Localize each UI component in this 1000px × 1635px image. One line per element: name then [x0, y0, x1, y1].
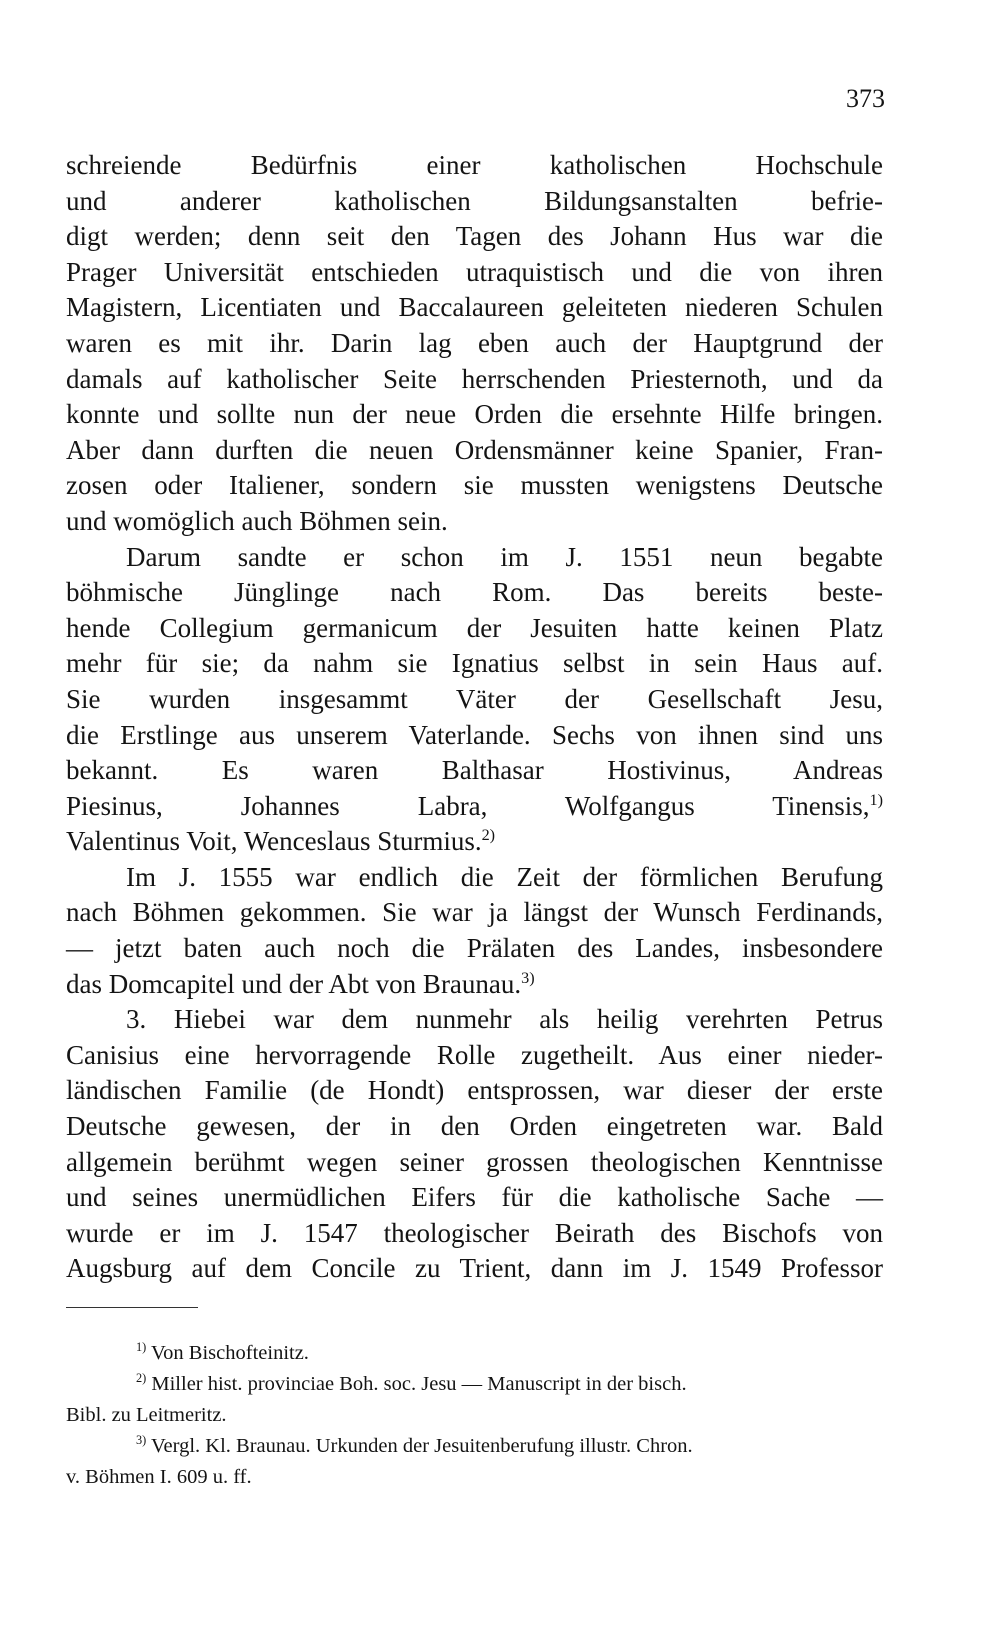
footnote [66, 1369, 883, 1400]
text-line: Aber dann durften die neuen Ordensmänner keine Spanier, Fran- [66, 434, 883, 465]
footnote-text: Vergl. Kl. Braunau. Urkunden der Jesuitenberufung illustr. Chron. [151, 1435, 693, 1457]
text-line-content: Piesinus, Johannes Labra, Wolfgangus Tinensis, [66, 790, 870, 821]
text-line: mehr für sie; da nahm sie Ignatius selbst in sein Haus auf. [66, 648, 883, 679]
text-line: ländischen Familie (de Hondt) entsprossen, war dieser der erste [66, 1075, 883, 1106]
text-line: Augsburg auf dem Concile zu Trient, dann im J. 1549 Professor [66, 1253, 883, 1284]
footnote [66, 1338, 883, 1369]
text-line: und anderer katholischen Bildungsanstalten befrie- [66, 185, 883, 216]
page-number: 373 [846, 84, 885, 113]
text-line [66, 824, 883, 860]
text-line: allgemein berühmt wegen seiner grossen theologischen Kenntnisse [66, 1146, 883, 1177]
text-line [66, 967, 883, 1003]
text-line: waren es mit ihr. Darin lag eben auch der Hauptgrund der [66, 327, 883, 358]
text-line: Deutsche gewesen, der in den Orden eingetreten war. Bald [66, 1111, 883, 1142]
text-line: die Erstlinge aus unserem Vaterlande. Sechs von ihnen sind uns [66, 719, 883, 750]
text-line: Prager Universität entschieden utraquistisch und die von ihren [66, 256, 883, 287]
text-line: und seines unermüdlichen Eifers für die katholische Sache — [66, 1182, 883, 1213]
footnote-divider [66, 1307, 198, 1308]
text-line: zosen oder Italiener, sondern sie mussten wenigstens Deutsche [66, 470, 883, 501]
footnote [66, 1431, 883, 1462]
text-line-content: Valentinus Voit, Wenceslaus Sturmius. [66, 826, 482, 857]
text-line: Canisius eine hervorragende Rolle zugetheilt. Aus einer nieder- [66, 1039, 883, 1070]
text-line: nach Böhmen gekommen. Sie war ja längst der Wunsch Ferdinands, [66, 897, 883, 928]
footnote-text: Miller hist. provinciae Boh. soc. Jesu — Manuscript in der bisch. [151, 1373, 687, 1395]
text-line: Im J. 1555 war endlich die Zeit der förmlichen Berufung [126, 861, 883, 892]
footnote-mark: 1) [136, 1340, 147, 1355]
footnote-ref: 2) [481, 826, 496, 845]
text-line: Darum sandte er schon im J. 1551 neun begabte [126, 541, 883, 572]
footnote-mark: 3) [136, 1433, 147, 1448]
text-line: digt werden; denn seit den Tagen des Johann Hus war die [66, 221, 883, 252]
text-line: schreiende Bedürfnis einer katholischen Hochschule [66, 150, 883, 180]
text-line: 3. Hiebei war dem nunmehr als heilig verehrten Petrus [126, 1004, 883, 1035]
text-line: konnte und sollte nun der neue Orden die ersehnte Hilfe bringen. [66, 399, 883, 430]
text-line: Sie wurden insgesammt Väter der Gesellschaft Jesu, [66, 683, 883, 714]
text-line: bekannt. Es waren Balthasar Hostivinus, Andreas [66, 755, 883, 786]
text-line: wurde er im J. 1547 theologischer Beirath des Bischofs von [66, 1217, 883, 1248]
footnote-ref: 1) [869, 790, 883, 809]
text-line: — jetzt baten auch noch die Prälaten des Landes, insbesondere [66, 933, 883, 964]
footnote-continuation: Bibl. zu Leitmeritz. [66, 1404, 227, 1426]
footnote-mark: 2) [136, 1371, 147, 1386]
text-line: hende Collegium germanicum der Jesuiten hatte keinen Platz [66, 612, 883, 643]
main-text [66, 148, 883, 1287]
footnote-ref: 3) [521, 968, 535, 987]
text-line-content: das Domcapitel und der Abt von Braunau. [66, 968, 522, 999]
text-line [66, 789, 883, 825]
footnote-text: Von Bischofteinitz. [151, 1342, 309, 1364]
text-line: böhmische Jünglinge nach Rom. Das bereits beste- [66, 577, 883, 608]
footnotes [66, 1338, 883, 1493]
text-line: damals auf katholischer Seite herrschenden Priesternoth, und da [66, 363, 883, 394]
footnote-continuation: v. Böhmen I. 609 u. ff. [66, 1466, 252, 1488]
text-line: Magistern, Licentiaten und Baccalaureen geleiteten niederen Schulen [66, 292, 883, 323]
text-line: und womöglich auch Böhmen sein. [66, 505, 448, 536]
